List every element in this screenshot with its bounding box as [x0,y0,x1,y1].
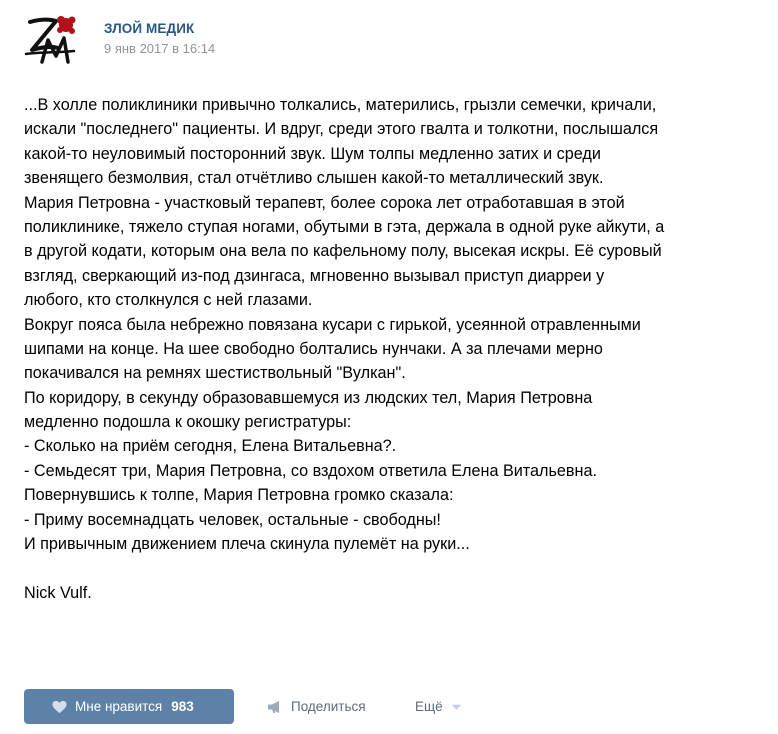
text-line: покачивался на ремнях шестиствольный "Вулкан". [24,364,406,383]
text-line: И привычным движением плеча скинула пулемёт на руки... [24,535,470,554]
text-line: - Приму восемнадцать человек, остальные - свободны! [24,510,441,529]
text-line: в другой кодати, которым она вела по кафельному полу, высекая искры. Её суровый [24,242,662,261]
megaphone-icon [267,700,284,714]
text-line: какой-то неуловимый посторонний звук. Шум толпы медленно затих и среди [24,144,601,163]
zm-logo-icon [22,10,82,70]
more-label: Ещё [415,699,443,714]
text-line: - Семьдесят три, Мария Петровна, со вздохом ответила Елена Витальевна. [24,461,597,480]
more-button[interactable] [415,689,461,724]
post-text [24,93,764,605]
text-line: Вокруг пояса была небрежно повязана кусари с гирькой, усеянной отравленными [24,315,641,334]
avatar[interactable] [22,10,82,70]
like-label: Мне нравится [75,699,163,714]
text-line: поликлинике, тяжело ступая ногами, обутыми в гэта, держала в одной руке айкути, а [24,217,665,236]
text-line: По коридору, в секунду образовавшемуся из людских тел, Мария Петровна [24,388,593,407]
like-count: 983 [171,699,194,714]
text-line: звенящего безмолвия, стал отчётливо слышен какой-то металлический звук. [24,169,604,188]
share-button[interactable] [267,689,366,724]
text-line: взгляд, сверкающий из-под дзингаса, мгновенно вызывал приступ диарреи у [24,266,605,285]
post-signature: Nick Vulf. [24,583,92,602]
text-line: - Сколько на приём сегодня, Елена Витальевна?. [24,437,397,456]
like-button[interactable] [24,689,234,724]
text-line: ...В холле поликлиники привычно толкались, матерились, грызли семечки, кричали, [24,96,657,114]
text-line: Повернувшись к толпе, Мария Петровна громко сказала: [24,486,454,505]
heart-icon [52,700,67,714]
text-spacer [24,556,764,580]
text-line: шипами на конце. На шее свободно болтались нунчаки. А за плечами мерно [24,339,603,358]
post-date[interactable]: 9 янв 2017 в 16:14 [104,41,216,56]
text-line: любого, кто столкнулся с ней глазами. [24,291,313,310]
share-label: Поделиться [291,699,366,714]
chevron-down-icon [452,704,461,710]
text-line: медленно подошла к окошку регистратуры: [24,413,352,432]
text-line: Мария Петровна - участковый терапевт, более сорока лет отработавшая в этой [24,193,625,212]
text-line: искали "последнего" пациенты. И вдруг, среди этого гвалта и толкотни, послышался [24,120,659,139]
author-name[interactable]: ЗЛОЙ МЕДИК [104,21,195,36]
post-actions [24,689,764,724]
